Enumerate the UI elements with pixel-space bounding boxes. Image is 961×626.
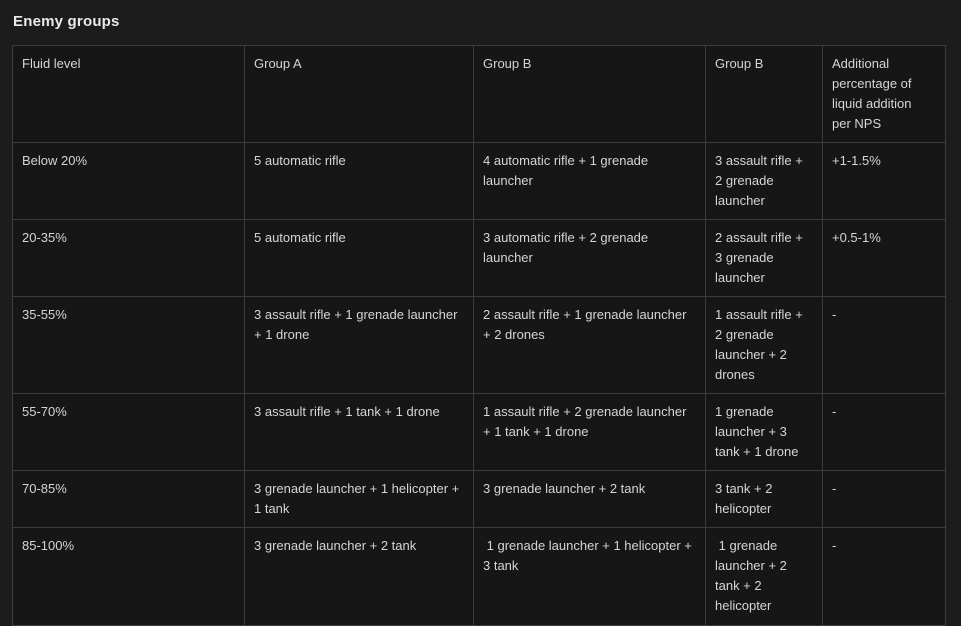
cell-group-b-2: 1 assault rifle + 2 grenade launcher + 2 drones — [706, 297, 823, 394]
column-header-additional-percentage: Additional percentage of liquid addition per NPS — [823, 46, 946, 143]
cell-fluid-level: 70-85% — [13, 471, 245, 528]
column-header-group-b-2: Group B — [706, 46, 823, 143]
cell-group-b-2: 2 assault rifle + 3 grenade launcher — [706, 220, 823, 297]
cell-group-b-2: 3 assault rifle + 2 grenade launcher — [706, 143, 823, 220]
column-header-fluid-level: Fluid level — [13, 46, 245, 143]
cell-additional-percentage: - — [823, 528, 946, 626]
cell-group-b-2: 1 grenade launcher + 3 tank + 1 drone — [706, 394, 823, 471]
table-header — [13, 46, 946, 143]
cell-group-a: 5 automatic rifle — [245, 143, 474, 220]
table-row — [13, 394, 946, 471]
enemy-groups-table — [12, 45, 946, 626]
cell-fluid-level: 85-100% — [13, 528, 245, 626]
cell-fluid-level: 35-55% — [13, 297, 245, 394]
cell-group-b-1: 1 grenade launcher + 1 helicopter + 3 tank — [474, 528, 706, 626]
table-row — [13, 471, 946, 528]
table-row — [13, 297, 946, 394]
cell-group-a: 3 grenade launcher + 2 tank — [245, 528, 474, 626]
column-header-group-b-1: Group B — [474, 46, 706, 143]
table-row — [13, 220, 946, 297]
cell-group-b-1: 3 automatic rifle + 2 grenade launcher — [474, 220, 706, 297]
cell-group-b-2: 3 tank + 2 helicopter — [706, 471, 823, 528]
cell-fluid-level: 20-35% — [13, 220, 245, 297]
table-row — [13, 528, 946, 626]
cell-group-b-1: 4 automatic rifle + 1 grenade launcher — [474, 143, 706, 220]
cell-fluid-level: Below 20% — [13, 143, 245, 220]
cell-group-b-1: 1 assault rifle + 2 grenade launcher + 1 tank + 1 drone — [474, 394, 706, 471]
table-row — [13, 143, 946, 220]
cell-group-a: 5 automatic rifle — [245, 220, 474, 297]
cell-group-a: 3 assault rifle + 1 tank + 1 drone — [245, 394, 474, 471]
page-title: Enemy groups — [13, 13, 120, 30]
cell-group-b-2: 1 grenade launcher + 2 tank + 2 helicopter — [706, 528, 823, 626]
cell-additional-percentage: +1-1.5% — [823, 143, 946, 220]
cell-group-a: 3 grenade launcher + 1 helicopter + 1 tank — [245, 471, 474, 528]
cell-additional-percentage: - — [823, 394, 946, 471]
column-header-group-a: Group A — [245, 46, 474, 143]
cell-fluid-level: 55-70% — [13, 394, 245, 471]
cell-group-a: 3 assault rifle + 1 grenade launcher + 1 drone — [245, 297, 474, 394]
table-body — [13, 143, 946, 626]
header-row — [13, 46, 946, 143]
cell-additional-percentage: - — [823, 297, 946, 394]
cell-additional-percentage: - — [823, 471, 946, 528]
cell-group-b-1: 2 assault rifle + 1 grenade launcher + 2 drones — [474, 297, 706, 394]
cell-additional-percentage: +0.5-1% — [823, 220, 946, 297]
cell-group-b-1: 3 grenade launcher + 2 tank — [474, 471, 706, 528]
